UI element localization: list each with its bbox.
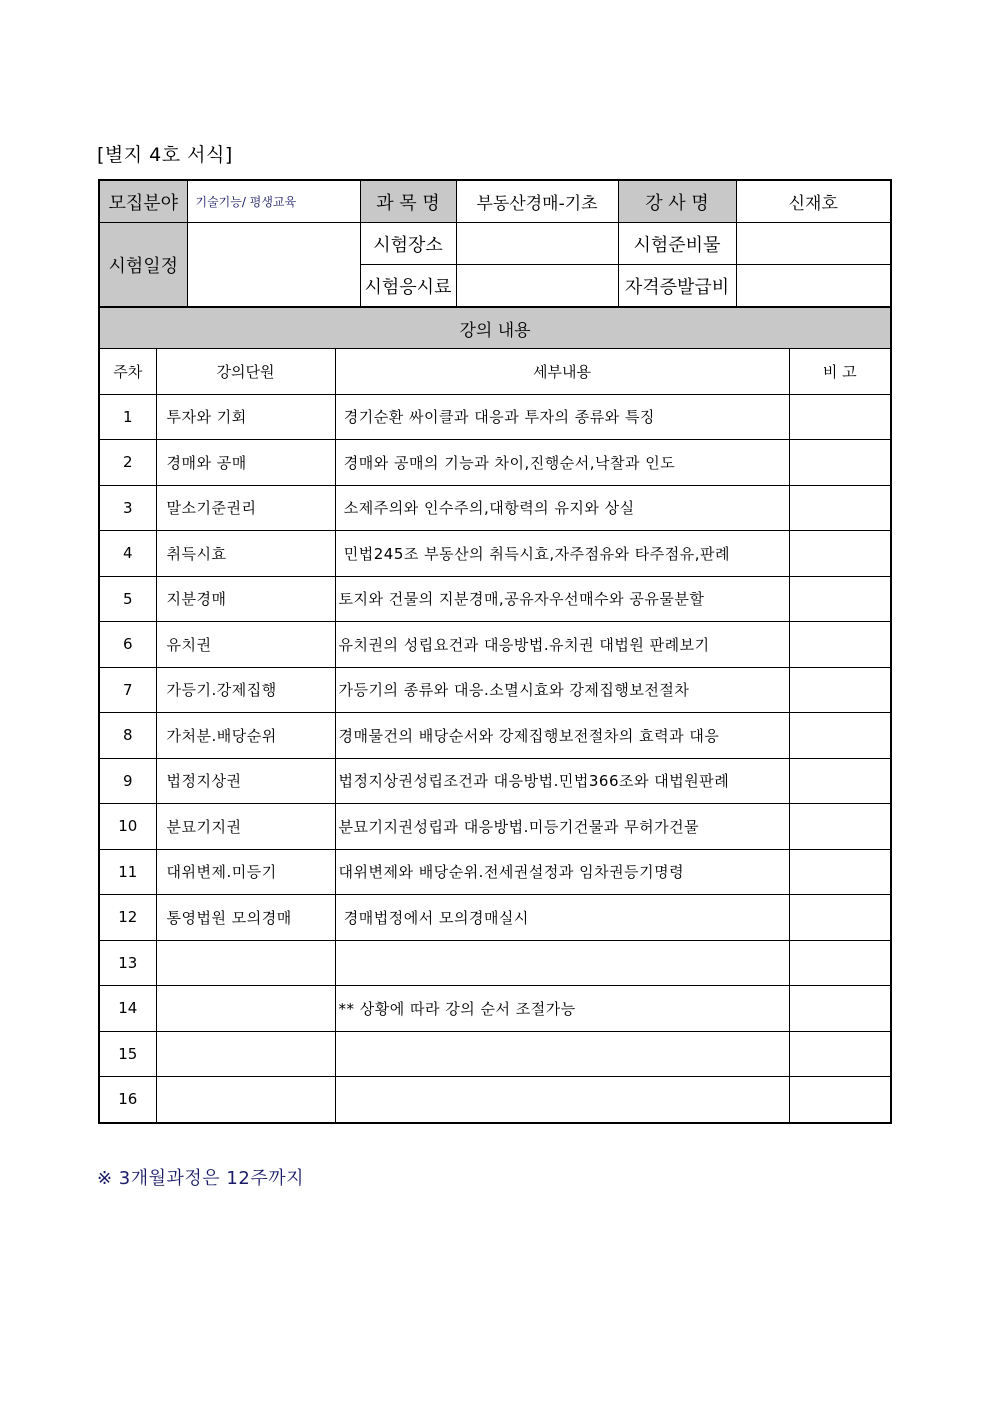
detail-cell[interactable]: [335, 1031, 789, 1077]
unit-cell[interactable]: 유치권: [156, 622, 335, 668]
lecture-row: [99, 849, 891, 895]
detail-cell[interactable]: 유치권의 성립요건과 대응방법.유치권 대법원 판례보기: [335, 622, 789, 668]
instructor-label: 강 사 명: [618, 180, 736, 223]
unit-cell[interactable]: [156, 986, 335, 1032]
exam-materials-value[interactable]: [736, 223, 891, 265]
week-cell: 14: [99, 986, 156, 1032]
subject-label: 과 목 명: [360, 180, 456, 223]
unit-cell[interactable]: 대위변제.미등기: [156, 849, 335, 895]
lecture-row: [99, 895, 891, 941]
detail-cell[interactable]: 가등기의 종류와 대응.소멸시효와 강제집행보전절차: [335, 667, 789, 713]
detail-cell[interactable]: 경매법정에서 모의경매실시: [335, 895, 789, 941]
column-header-week: 주차: [99, 349, 156, 395]
unit-cell[interactable]: 취득시효: [156, 531, 335, 577]
unit-cell[interactable]: [156, 1077, 335, 1123]
note-cell[interactable]: [789, 986, 891, 1032]
lecture-row: [99, 394, 891, 440]
week-cell: 8: [99, 713, 156, 759]
note-cell[interactable]: [789, 1031, 891, 1077]
note-cell[interactable]: [789, 804, 891, 850]
detail-cell[interactable]: 경매와 공매의 기능과 차이,진행순서,낙찰과 인도: [335, 440, 789, 486]
unit-cell[interactable]: 통영법원 모의경매: [156, 895, 335, 941]
detail-cell[interactable]: 토지와 건물의 지분경매,공유자우선매수와 공유물분할: [335, 576, 789, 622]
note-cell[interactable]: [789, 713, 891, 759]
lecture-row: [99, 1077, 891, 1123]
note-cell[interactable]: [789, 485, 891, 531]
lecture-row: [99, 758, 891, 804]
recruit-field-label: 모집분야: [99, 180, 187, 223]
exam-materials-label: 시험준비물: [618, 223, 736, 265]
cert-fee-value[interactable]: [736, 265, 891, 308]
detail-cell[interactable]: 경매물건의 배당순서와 강제집행보전절차의 효력과 대응: [335, 713, 789, 759]
note-cell[interactable]: [789, 895, 891, 941]
exam-fee-value[interactable]: [456, 265, 618, 308]
unit-cell[interactable]: [156, 940, 335, 986]
lecture-row: [99, 576, 891, 622]
note-cell[interactable]: [789, 849, 891, 895]
detail-cell[interactable]: ** 상황에 따라 강의 순서 조절가능: [335, 986, 789, 1032]
lecture-row: [99, 804, 891, 850]
week-cell: 13: [99, 940, 156, 986]
lecture-row: [99, 940, 891, 986]
column-header-detail: 세부내용: [335, 349, 789, 395]
note-cell[interactable]: [789, 531, 891, 577]
week-cell: 9: [99, 758, 156, 804]
lecture-row: [99, 485, 891, 531]
detail-cell[interactable]: 분묘기지권성립과 대응방법.미등기건물과 무허가건물: [335, 804, 789, 850]
note-cell[interactable]: [789, 1077, 891, 1123]
lecture-column-headers: [99, 349, 891, 395]
detail-cell[interactable]: 법정지상권성립조건과 대응방법.민법366조와 대법원판례: [335, 758, 789, 804]
detail-cell[interactable]: 소제주의와 인수주의,대항력의 유지와 상실: [335, 485, 789, 531]
footnote: ※ 3개월과정은 12주까지: [97, 1168, 304, 1189]
detail-cell[interactable]: [335, 940, 789, 986]
unit-cell[interactable]: 가등기.강제집행: [156, 667, 335, 713]
week-cell: 10: [99, 804, 156, 850]
note-cell[interactable]: [789, 576, 891, 622]
course-info-table: [98, 179, 892, 308]
lecture-row: [99, 713, 891, 759]
week-cell: 7: [99, 667, 156, 713]
cert-fee-label: 자격증발급비: [618, 265, 736, 308]
lecture-row: [99, 667, 891, 713]
week-cell: 5: [99, 576, 156, 622]
lecture-row: [99, 531, 891, 577]
unit-cell[interactable]: 투자와 기회: [156, 394, 335, 440]
instructor-value[interactable]: 신재호: [736, 180, 891, 223]
exam-fee-label: 시험응시료: [360, 265, 456, 308]
detail-cell[interactable]: 경기순환 싸이클과 대응과 투자의 종류와 특징: [335, 394, 789, 440]
note-cell[interactable]: [789, 667, 891, 713]
column-header-unit: 강의단원: [156, 349, 335, 395]
week-cell: 6: [99, 622, 156, 668]
exam-schedule-label: 시험일정: [99, 223, 187, 308]
week-cell: 1: [99, 394, 156, 440]
exam-place-label: 시험장소: [360, 223, 456, 265]
week-cell: 12: [99, 895, 156, 941]
unit-cell[interactable]: 지분경매: [156, 576, 335, 622]
recruit-field-value[interactable]: 기술기능/ 평생교육: [187, 180, 360, 223]
unit-cell[interactable]: [156, 1031, 335, 1077]
week-cell: 11: [99, 849, 156, 895]
unit-cell[interactable]: 법정지상권: [156, 758, 335, 804]
week-cell: 15: [99, 1031, 156, 1077]
week-cell: 16: [99, 1077, 156, 1123]
lecture-table: [98, 307, 892, 1124]
note-cell[interactable]: [789, 440, 891, 486]
note-cell[interactable]: [789, 394, 891, 440]
week-cell: 4: [99, 531, 156, 577]
detail-cell[interactable]: 대위변제와 배당순위.전세권설정과 임차권등기명령: [335, 849, 789, 895]
detail-cell[interactable]: [335, 1077, 789, 1123]
note-cell[interactable]: [789, 940, 891, 986]
note-cell[interactable]: [789, 758, 891, 804]
lecture-row: [99, 622, 891, 668]
unit-cell[interactable]: 분묘기지권: [156, 804, 335, 850]
unit-cell[interactable]: 말소기준권리: [156, 485, 335, 531]
note-cell[interactable]: [789, 622, 891, 668]
lecture-row: [99, 986, 891, 1032]
lecture-row: [99, 1031, 891, 1077]
lecture-row: [99, 440, 891, 486]
detail-cell[interactable]: 민법245조 부동산의 취득시효,자주점유와 타주점유,판례: [335, 531, 789, 577]
form-title: [별지 4호 서식]: [97, 144, 233, 166]
exam-schedule-value[interactable]: [187, 223, 360, 308]
unit-cell[interactable]: 가처분.배당순위: [156, 713, 335, 759]
exam-place-value[interactable]: [456, 223, 618, 265]
lecture-section-title: 강의 내용: [99, 308, 891, 349]
week-cell: 3: [99, 485, 156, 531]
unit-cell[interactable]: 경매와 공매: [156, 440, 335, 486]
week-cell: 2: [99, 440, 156, 486]
subject-value[interactable]: 부동산경매-기초: [456, 180, 618, 223]
column-header-note: 비 고: [789, 349, 891, 395]
